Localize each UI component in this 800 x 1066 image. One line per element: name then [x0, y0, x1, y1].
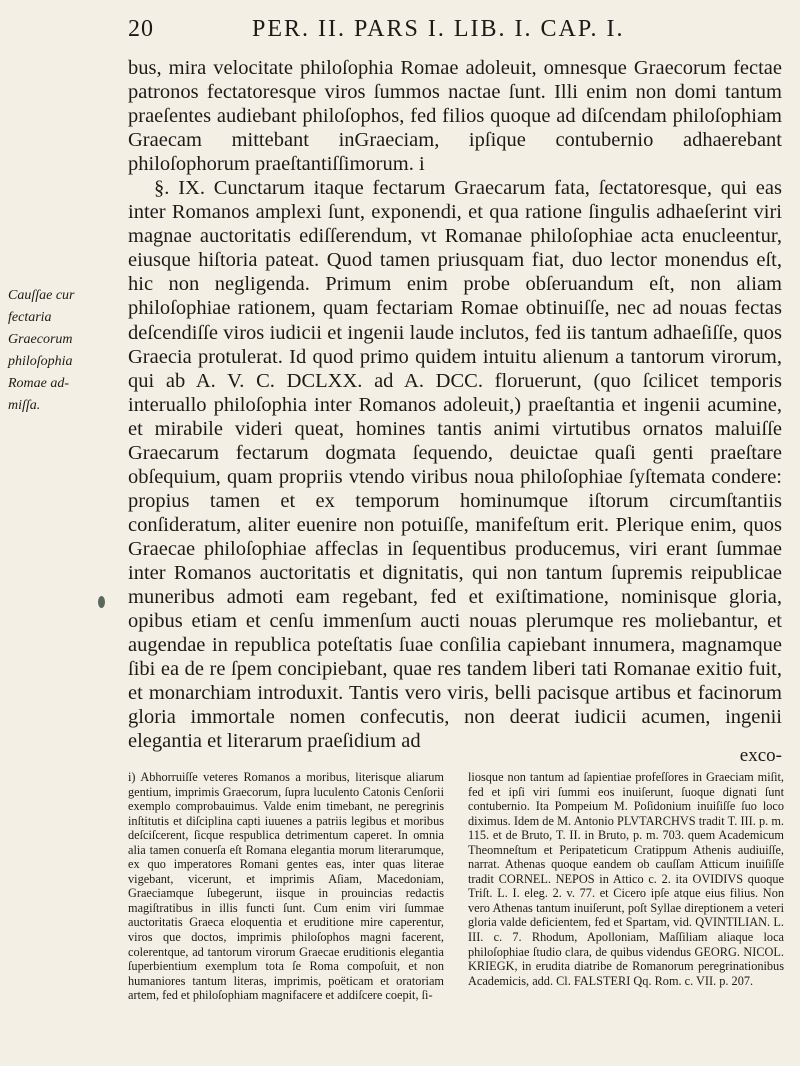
paragraph-1: bus, mira velocitate philoſophia Romae adoleuit, omnesque Graecorum fectae patronos fectatoresque viros ſummos nactae ſunt. Illi enim non domi tantum praeſentes audiebant philoſophos, fed filios quoque ad diſcendam philoſophiam Graecam mittebant inGraeciam, ipſique contubernio adhaerebant philoſophorum praeſtantiſſimorum. i	[128, 57, 782, 176]
footnote-left-column	[128, 770, 444, 1003]
footnote-right-column	[468, 770, 784, 1003]
footnote-i: i) Abhorruiſſe veteres Romanos a moribus, literisque aliarum gentium, imprimis Graecorum, ſupra luculento Catonis Cenſorii exemplo comprobauimus. Valde enim timebant, ne peregrinis inſtitutis et diſciplina capti iuuenes a patriis legibus et moribus deſciſcerent, ſicque respublica detrimentum caperet. In omnia alia tamen conuerſa eſt Romana elegantia morum literarumque, ex quo imperatores Romani gentes eas, inter quas literae vigebant, vicerunt, et imprimis Aſiam, Macedoniam, Graeciamque ſubegerunt, iisque in prouincias redactis magiſtratibus in illis functi ſunt. Cum enim viri ſummae auctoritatis Graeca eloquentia et eruditione mire caperentur, viros que doctos, imprimis philoſophos magni facerent, colerentque, ad tantorum virorum Graecae eruditionis elegantia ſuperbientium exemplum tota ſe Roma compoſuit, et non humaniores tantum literas, imprimis, poëticam et oratoriam artem, fed et philoſophiam magnifacere et addiſcere coepit, ſi-	[128, 770, 444, 1003]
margin-note: Cauſſae cur fectaria Graecorum philoſophia Romae ad- miſſa.	[8, 288, 75, 413]
footnote-i-continued: liosque non tantum ad ſapientiae profeſſores in Graeciam miſit, fed et ipſi viri ſummi eos inuiſerunt, ſuoque dignati ſunt contubernio. Ita Pompeium M. Poſidonium inuiſiſſe ſuo loco diximus. Idem de M. Antonio PLVTARCHVS tradit T. III. p. m. 115. et de Bruto, T. II. in Bruto, p. m. 703. quem Academicum Theomneſtum et Peripateticum Cratippum Athenis audiuiſſe, narrat. Athenas quoque eandem ob cauſſam Atticum inuiſiſſe tradit CORNEL. NEPOS in Attico c. 2. ita OVIDIVS quoque Triſt. L. I. eleg. 2. v. 77. et Cicero ipſe atque eius filius. Non vero Athenas tantum inuiſerunt, poſt Syllae direptionem a veteri gloria valde deficientem, fed et Spartam, vid. QVINTILIAN. L. III. c. 7. Rhodum, Apolloniam, Maſſiliam aliaque loca philoſophiae ſtudio clara, de quibus videndus GEORG. NICOL. KRIEGK, in erudita diatribe de Romanorum peregrinationibus Academicis, add. Cl. FALSTERI Qq. Rom. c. VII. p. 207.	[468, 770, 784, 988]
ink-stain	[98, 596, 105, 608]
paragraph-section-ix: §. IX. Cunctarum itaque fectarum Graecarum fata, ſectatoresque, qui eas inter Romanos amplexi ſunt, exponendi, et qua ratione ſingulis adhaeſerint viri magnae auctoritatis ediſſerendum, vt Romanae philoſophiae acta enucleentur, eiusque hiſtoria pateat. Quod tamen priusquam fiat, duo lector monendus eſt, hic non negligenda. Primum enim probe obſeruandum eſt, non aliam philoſophiae rationem, quam fectariam Romae obtinuiſſe, nec ad nouas fectas deſcendiſſe viros iudicii et ingenii laude inclutos, fed iis tantum adhaeſiſſe, quos Graecia protulerat. Id quod primo quidem intuitu alienum a tantorum virorum, qui ab A. V. C. DCLXX. ad A. DCC. floruerunt, (quo ſcilicet temporis interuallo philoſophia inter Romanos adoleuit,) praeſtantia et ingenii acumine, et mirabile videri queat, homines tantis animi virtutibus ornatos maluiſſe Graecarum fectarum dogmata ſequendo, deuictae quaſi genti praeſtare obſequium, quam propriis vtendo viribus noua philoſophiae ſyſtemata condere: propius tamen et ex temporum hominumque iſtorum circumſtantiis conſideratum, aliter euenire non potuiſſe, manifeſtum erit. Plerique enim, quos Graecae philoſophiae affeclas in ſequentibus producemus, viri erant ſummae inter Romanos auctoritatis et dignitatis, qui non tantum ſupremis reipublicae muneribus admoti eam regebant, fed et exiſtimatione, nominisque gloria, opibus etiam et cenſu immenſum aucti nouas plerumque res moliebantur, et augendae in republica poteſtatis ſuae conſilia capiebant innumera, magnamque ſibi ea de re ſpem concipiebant, quae res tandem liberi tati Romanae exitio fuit, et monarchiam introduxit. Tantis vero viris, belli pacisque artibus et facinorum gloria immortale nomen confecutis, non deerat iudicii acumen, ingenii elegantia et literarum praeſidium ad	[128, 177, 782, 753]
main-text	[128, 56, 782, 753]
running-head: PER. II. PARS I. LIB. I. CAP. I.	[252, 16, 625, 42]
catchword: exco-	[739, 745, 782, 766]
page-number: 20	[128, 16, 154, 42]
footnotes	[128, 770, 784, 1003]
page-header	[0, 14, 800, 48]
